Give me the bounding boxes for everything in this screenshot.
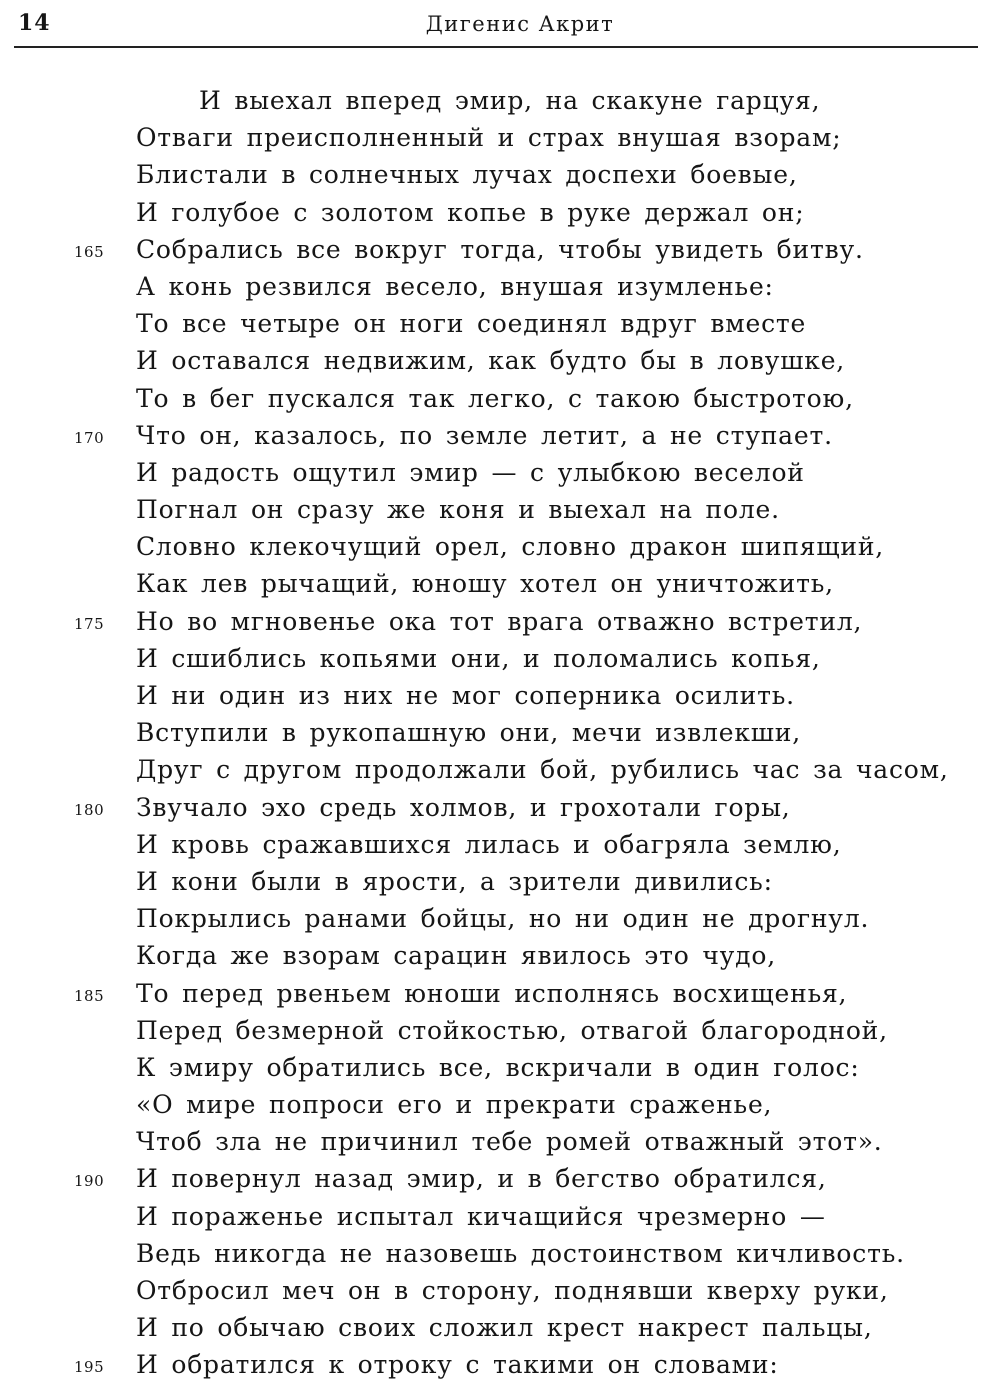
verse-text: А конь резвился весело, внушая изумленье: <box>136 271 774 301</box>
verse-line <box>0 1201 988 1238</box>
verse-line <box>0 457 988 494</box>
verse-line <box>0 308 988 345</box>
verse-line <box>0 271 988 308</box>
verse-text: Отваги преисполненный и страх внушая взорам; <box>136 123 842 153</box>
verse-line <box>0 1238 988 1275</box>
running-title: Дигенис Акрит <box>425 12 615 36</box>
verse-text: И оставался недвижим, как будто бы в ловушке, <box>136 346 846 376</box>
verse-line <box>0 1275 988 1312</box>
verse-line <box>0 85 988 122</box>
verse-line <box>0 866 988 903</box>
verse-line <box>0 1312 988 1349</box>
verse-text: И радость ощутил эмир — с улыбкою веселой <box>136 457 805 487</box>
verse-line <box>0 754 988 791</box>
verse-text: Блистали в солнечных лучах доспехи боевые, <box>136 160 798 190</box>
poem-body <box>0 85 988 1387</box>
verse-text: Перед безмерной стойкостью, отвагой благородной, <box>136 1015 888 1045</box>
verse-text: Когда же взорам сарацин явилось это чудо, <box>136 941 776 971</box>
verse-text: То в бег пускался так легко, с такою быстротою, <box>136 383 854 413</box>
line-number: 195 <box>74 1358 105 1377</box>
verse-text: Друг с другом продолжали бой, рубились час за часом, <box>136 755 949 785</box>
verse-line <box>0 494 988 531</box>
verse-text: Вступили в рукопашную они, мечи извлекши, <box>136 718 802 748</box>
verse-text: Словно клекочущий орел, словно дракон шипящий, <box>136 532 885 562</box>
verse-line <box>0 829 988 866</box>
line-number: 175 <box>74 614 105 633</box>
verse-text: И ни один из них не мог соперника осилить. <box>136 681 795 710</box>
verse-text: Чтоб зла не причинил тебе ромей отважный этот». <box>136 1127 883 1157</box>
verse-text: И повернул назад эмир, и в бегство обратился, <box>136 1164 827 1194</box>
verse-text: Что он, казалось, по земле летит, а не ступает. <box>136 420 833 450</box>
verse-text: Но во мгновенье ока тот врага отважно встретил, <box>136 606 863 636</box>
verse-line <box>0 159 988 196</box>
verse-line <box>0 1089 988 1126</box>
page-header <box>18 8 976 46</box>
verse-text: К эмиру обратились все, вскричали в один голос: <box>136 1052 860 1082</box>
line-number: 165 <box>74 242 105 261</box>
verse-line <box>0 643 988 680</box>
verse-line <box>0 717 988 754</box>
verse-line <box>0 383 988 420</box>
verse-line <box>0 122 988 159</box>
verse-text: И кони были в ярости, а зрители дивились: <box>136 866 773 896</box>
verse-line <box>0 680 988 717</box>
verse-text: То перед рвеньем юноши исполнясь восхищенья, <box>136 978 848 1008</box>
verse-line <box>0 197 988 234</box>
verse-line <box>0 1015 988 1052</box>
verse-text: И выехал вперед эмир, на скакуне гарцуя, <box>199 86 821 115</box>
verse-text: Покрылись ранами бойцы, но ни один не дрогнул. <box>136 904 870 934</box>
header-rule <box>14 46 978 48</box>
verse-text: И по обычаю своих сложил крест накрест пальцы, <box>136 1313 873 1343</box>
verse-line <box>0 420 988 457</box>
verse-line <box>0 903 988 940</box>
verse-text: Как лев рычащий, юношу хотел он уничтожить, <box>136 569 834 599</box>
line-number: 170 <box>74 428 105 447</box>
line-number: 190 <box>74 1172 105 1191</box>
verse-text: То все четыре он ноги соединял вдруг вместе <box>136 309 807 339</box>
verse-text: Отбросил меч он в сторону, поднявши кверху руки, <box>136 1276 889 1305</box>
verse-text: Погнал он сразу же коня и выехал на поле. <box>136 495 780 525</box>
verse-line <box>0 234 988 271</box>
verse-line <box>0 606 988 643</box>
verse-text: И пораженье испытал кичащийся чрезмерно — <box>136 1201 826 1231</box>
verse-text: И голубое с золотом копье в руке держал он; <box>136 197 805 227</box>
verse-text: Звучало эхо средь холмов, и грохотали горы, <box>136 792 791 822</box>
line-number: 180 <box>74 800 105 819</box>
verse-text: И обратился к отроку с такими он словами: <box>136 1350 779 1380</box>
verse-text: «О мире попроси его и прекрати сраженье, <box>136 1090 773 1120</box>
verse-text: Собрались все вокруг тогда, чтобы увидеть битву. <box>136 234 864 264</box>
verse-line <box>0 1349 988 1386</box>
verse-line <box>0 978 988 1015</box>
verse-line <box>0 531 988 568</box>
verse-line <box>0 1163 988 1200</box>
verse-text: И сшиблись копьями они, и поломались копья, <box>136 643 821 673</box>
verse-line <box>0 940 988 977</box>
verse-line <box>0 345 988 382</box>
verse-line <box>0 792 988 829</box>
verse-text: Ведь никогда не назовешь достоинством кичливость. <box>136 1238 905 1268</box>
line-number: 185 <box>74 986 105 1005</box>
verse-line <box>0 568 988 605</box>
verse-text: И кровь сражавшихся лилась и обагряла землю, <box>136 829 842 859</box>
verse-line <box>0 1126 988 1163</box>
page-number: 14 <box>18 10 51 36</box>
verse-line <box>0 1052 988 1089</box>
